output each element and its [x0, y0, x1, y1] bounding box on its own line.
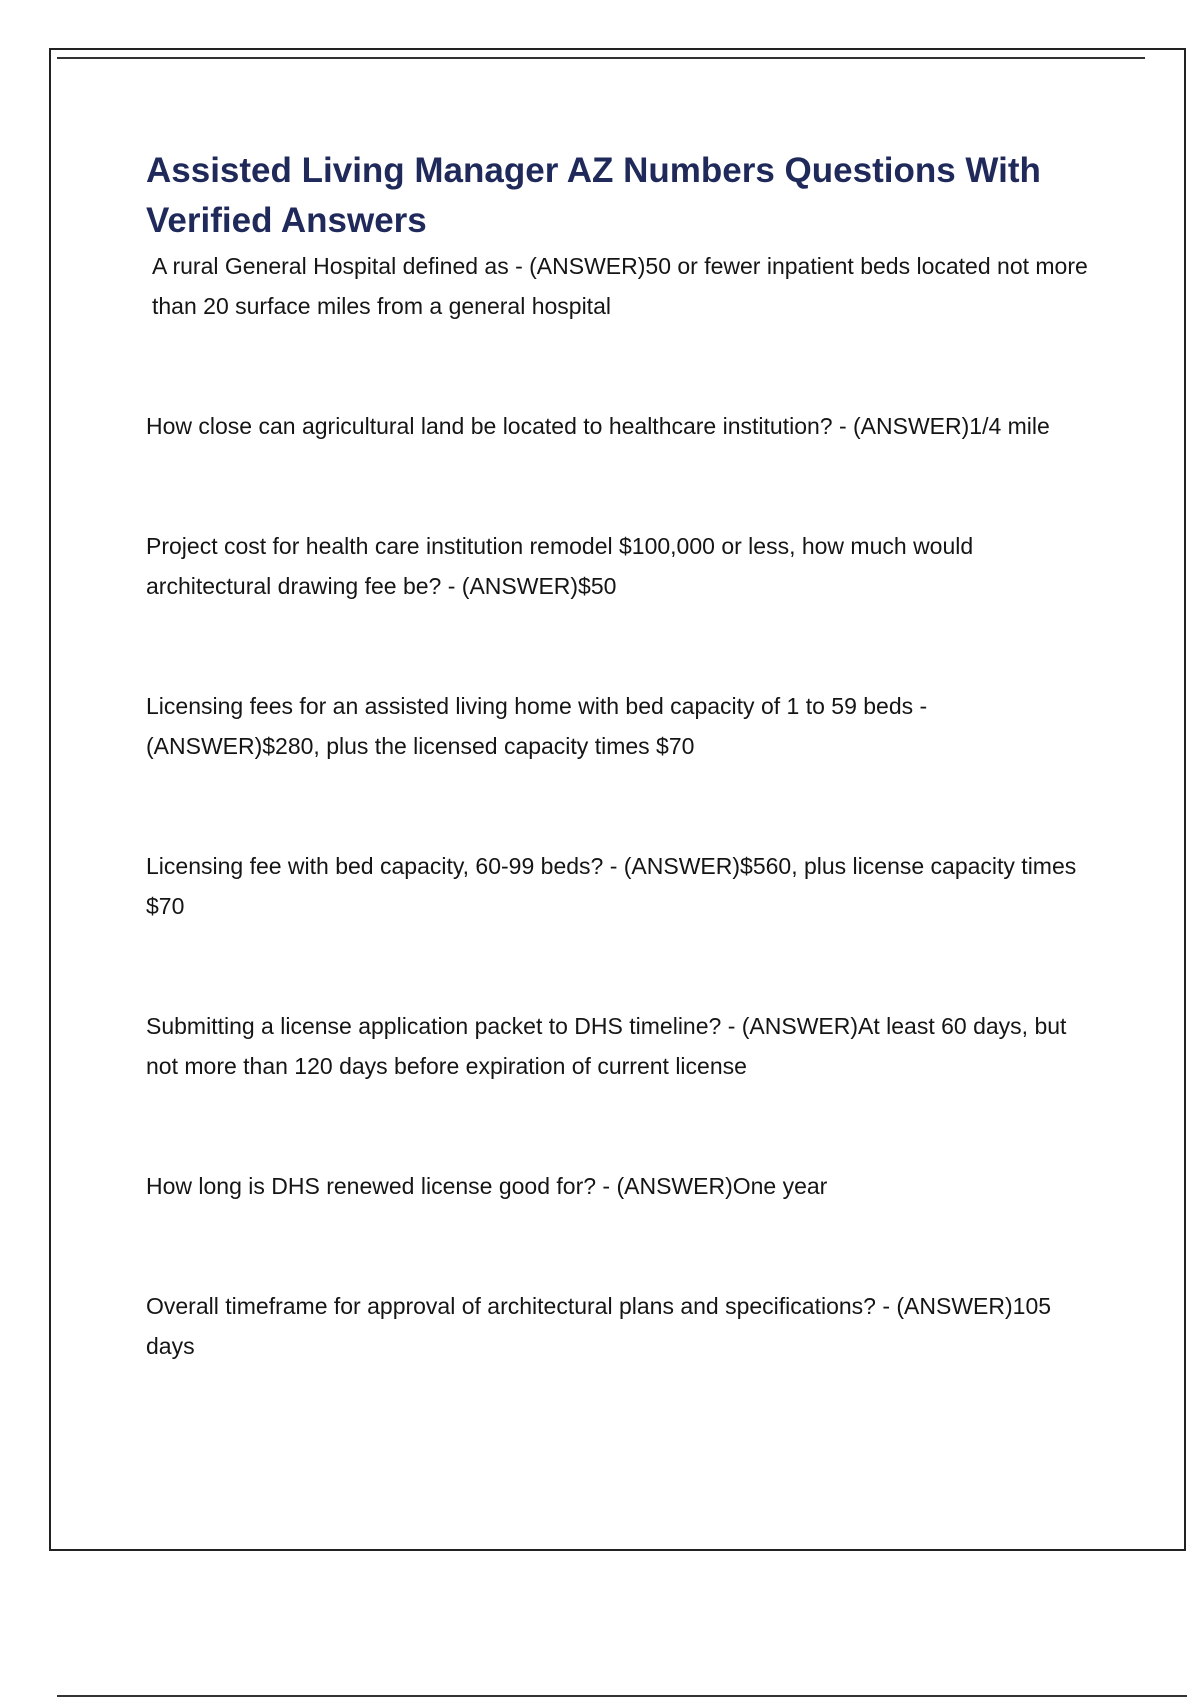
qa-item: Project cost for health care institution remodel $100,000 or less, how much would architectural drawing fee be? - (ANSWER)$50 — [146, 533, 974, 599]
qa-item: How long is DHS renewed license good for? - (ANSWER)One year — [146, 1173, 828, 1199]
qa-item: Submitting a license application packet to DHS timeline? - (ANSWER)At least 60 days, but not more than 120 days before expiration of current license — [146, 1013, 1067, 1079]
document-body — [146, 146, 1096, 1366]
qa-item: Licensing fees for an assisted living home with bed capacity of 1 to 59 beds - (ANSWER)$280, plus the licensed capacity times $70 — [146, 693, 928, 759]
document-title: Assisted Living Manager AZ Numbers Questions With Verified Answers — [146, 151, 1041, 240]
qa-item: Overall timeframe for approval of architectural plans and specifications? - (ANSWER)105 days — [146, 1293, 1052, 1359]
qa-item: Licensing fee with bed capacity, 60-99 beds? - (ANSWER)$560, plus license capacity times $70 — [146, 853, 1077, 919]
bottom-divider — [57, 1695, 1187, 1697]
top-divider — [57, 57, 1145, 59]
qa-item: A rural General Hospital defined as - (ANSWER)50 or fewer inpatient beds located not more than 20 surface miles from a general hospital — [152, 253, 1088, 319]
qa-item: How close can agricultural land be located to healthcare institution? - (ANSWER)1/4 mile — [146, 413, 1050, 439]
